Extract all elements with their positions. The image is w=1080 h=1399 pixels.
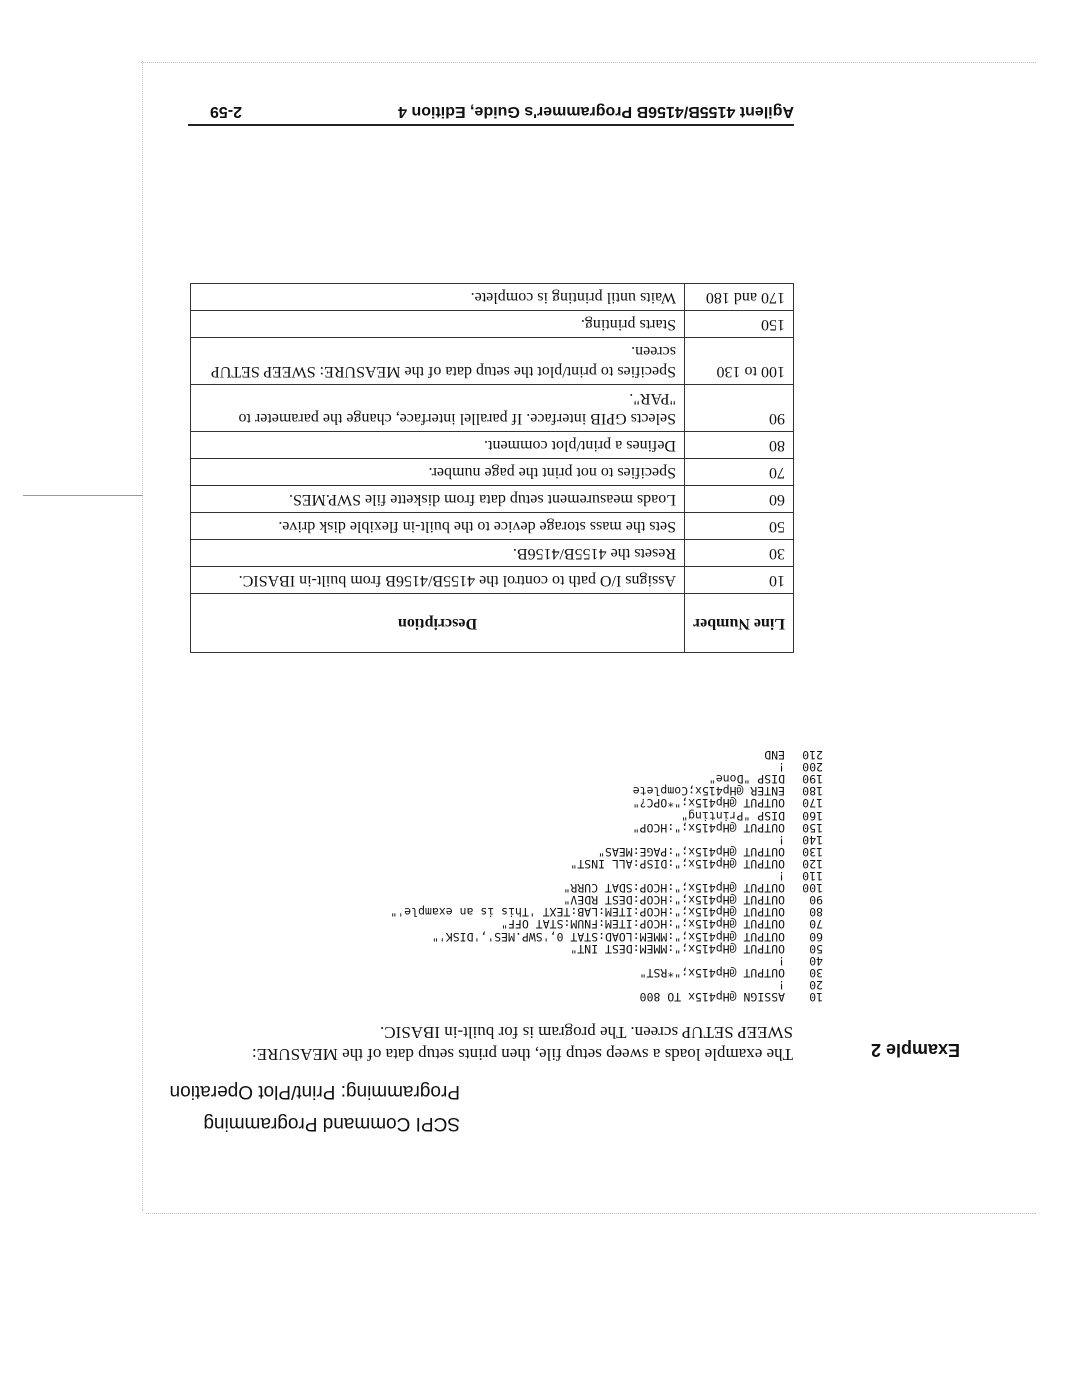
table-row — [191, 385, 794, 432]
code-line-text: ! — [778, 760, 785, 775]
code-line-text: ! — [778, 869, 785, 884]
table-row — [191, 567, 794, 594]
code-line-number: 40 — [809, 953, 823, 968]
code-line-number: 110 — [802, 869, 823, 884]
description-cell: Loads measurement setup data from diskette file SWP.MES. — [191, 486, 685, 513]
description-cell: Starts printing. — [191, 311, 685, 338]
code-line-number: 60 — [809, 929, 823, 944]
code-line-text: DISP "Printing" — [681, 808, 785, 823]
code-line — [390, 785, 823, 797]
code-line — [390, 773, 823, 785]
code-line-number: 30 — [809, 965, 823, 980]
line-number-cell: 90 — [685, 385, 794, 432]
code-line — [390, 749, 823, 761]
code-line-text: OUTPUT @Hp415x;":HCOP:DEST RDEV" — [563, 893, 785, 908]
code-line-text: ! — [778, 953, 785, 968]
description-cell: Specifies to print/plot the setup data of the MEASURE: SWEEP SETUP screen. — [191, 338, 685, 385]
line-description-table — [190, 283, 794, 653]
code-line-text: ENTER @Hp415x;Complete — [632, 784, 785, 799]
code-line — [390, 822, 823, 834]
description-cell: Resets the 4155B/4156B. — [191, 540, 685, 567]
line-number-cell: 30 — [685, 540, 794, 567]
description-cell: Defines a print/plot comment. — [191, 432, 685, 459]
code-line-text: OUTPUT @Hp415x;":HCOP:ITEM:LAB:TEXT 'This is an example'" — [390, 905, 785, 920]
code-line-number: 20 — [809, 977, 823, 992]
code-line-text: ! — [778, 977, 785, 992]
code-line-text: OUTPUT @Hp415x;":MMEM:LOAD:STAT 0,'SWP.MES','DISK'" — [431, 929, 785, 944]
code-line-number: 180 — [802, 784, 823, 799]
code-listing — [390, 749, 823, 1003]
code-line-text: END — [764, 748, 785, 763]
code-line-text: OUTPUT @Hp415x;":DISP:ALL INST" — [570, 856, 785, 871]
code-line-number: 150 — [802, 820, 823, 835]
section-title: Programming: Print/Plot Operation — [169, 1081, 460, 1102]
table-row — [191, 513, 794, 540]
code-line-text: OUTPUT @Hp415x;"*OPC?" — [632, 796, 785, 811]
table-row — [191, 459, 794, 486]
description-cell: Specifies to not print the page number. — [191, 459, 685, 486]
line-number-cell: 170 and 180 — [685, 284, 794, 311]
footer-guide-title: Agilent 4155B/4156B Programmer's Guide, Edition 4 — [398, 103, 794, 120]
table-row — [191, 338, 794, 385]
code-line-text: OUTPUT @Hp415x;":HCOP:ITEM:FNUM:STAT OFF" — [501, 917, 785, 932]
code-line-text: OUTPUT @Hp415x;":MMEM:DEST INT" — [570, 941, 785, 956]
chapter-title: SCPI Command Programming — [203, 1113, 460, 1134]
description-cell: Waits until printing is complete. — [191, 284, 685, 311]
table-row — [191, 311, 794, 338]
code-line-text: ASSIGN @Hp415x TO 800 — [639, 990, 785, 1004]
code-line — [390, 991, 823, 1003]
code-line-number: 80 — [809, 905, 823, 920]
table-row — [191, 540, 794, 567]
description-cell: Selects GPIB interface. If parallel interface, change the parameter to "PAR". — [191, 385, 685, 432]
code-line-number: 100 — [802, 881, 823, 896]
line-number-cell: 150 — [685, 311, 794, 338]
line-number-cell: 100 to 130 — [685, 338, 794, 385]
code-line-number: 170 — [802, 796, 823, 811]
code-line — [390, 906, 823, 918]
code-line-number: 10 — [809, 990, 823, 1004]
line-number-cell: 50 — [685, 513, 794, 540]
code-line — [390, 930, 823, 942]
description-cell: Assigns I/O path to control the 4155B/4156B from built-in IBASIC. — [191, 567, 685, 594]
code-line-number: 160 — [802, 808, 823, 823]
code-line-text: DISP "Done" — [708, 772, 785, 787]
code-line — [390, 967, 823, 979]
line-number-cell: 70 — [685, 459, 794, 486]
code-line-text: OUTPUT @Hp415x;":HCOP:SDAT CURR" — [563, 881, 785, 896]
scan-border-left — [142, 61, 143, 1211]
code-line-number: 140 — [802, 832, 823, 847]
code-line — [390, 810, 823, 822]
table-row — [191, 486, 794, 513]
example-heading: Example 2 — [870, 1040, 960, 1060]
code-line-number: 70 — [809, 917, 823, 932]
margin-mark — [23, 495, 143, 496]
example-intro-paragraph: The example loads a sweep setup file, then prints setup data of the MEASURE: SWEEP SETUP screen. The program is for built-in IBASIC. — [251, 1023, 793, 1064]
code-line-number: 190 — [802, 772, 823, 787]
code-line-text: OUTPUT @Hp415x;"*RST" — [639, 965, 785, 980]
code-line-number: 120 — [802, 856, 823, 871]
chapter-header — [170, 1075, 460, 1139]
description-cell: Sets the mass storage device to the built-in flexible disk drive. — [191, 513, 685, 540]
code-line-number: 50 — [809, 941, 823, 956]
line-number-cell: 80 — [685, 432, 794, 459]
scan-border-top — [146, 1213, 1036, 1214]
code-line — [390, 882, 823, 894]
description-header: Description — [191, 594, 685, 653]
line-number-cell: 10 — [685, 567, 794, 594]
code-line — [390, 858, 823, 870]
page-number: 2-59 — [209, 103, 242, 120]
code-line-number: 130 — [802, 844, 823, 859]
code-line — [390, 943, 823, 955]
code-line-number: 200 — [802, 760, 823, 775]
code-line-number: 90 — [809, 893, 823, 908]
code-line-text: OUTPUT @Hp415x;":PAGE:MEAS" — [598, 844, 785, 859]
scan-border-bottom — [141, 62, 1036, 63]
code-line — [390, 797, 823, 809]
code-line — [390, 846, 823, 858]
code-line-text: ! — [778, 832, 785, 847]
table-row — [191, 284, 794, 311]
table-row — [191, 432, 794, 459]
code-line-text: OUTPUT @Hp415x;":HCOP" — [632, 820, 785, 835]
table-header-row — [191, 594, 794, 653]
line-number-cell: 60 — [685, 486, 794, 513]
code-line-number: 210 — [802, 748, 823, 763]
footer-rule — [188, 124, 794, 126]
line-number-header: Line Number — [685, 594, 794, 653]
